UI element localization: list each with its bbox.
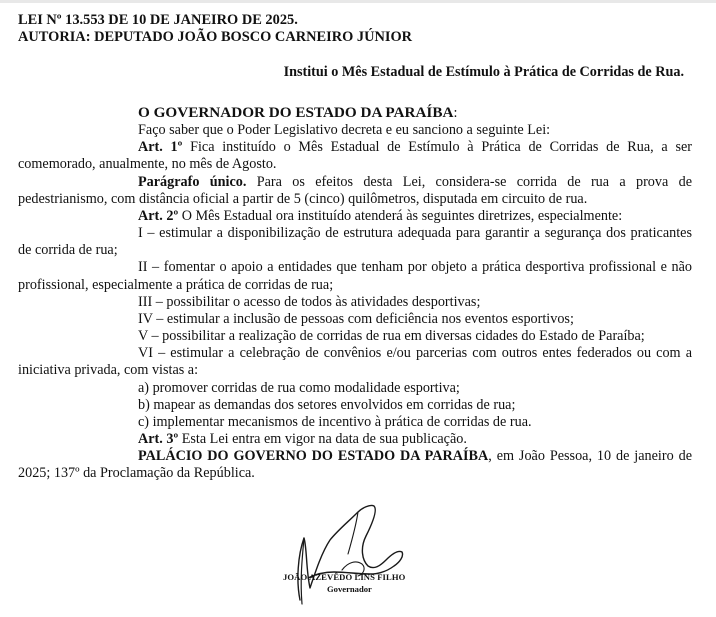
article-2-text: O Mês Estadual ora instituído atenderá às seguintes diretrizes, especialmente: — [178, 207, 623, 224]
governor-colon: : — [453, 105, 458, 121]
directive-item-i: I – estimular a disponibilização de estrutura adequada para garantir a segurança dos praticantes de corrida de rua; — [18, 225, 692, 259]
article-3-text: Esta Lei entra em vigor na data de sua publicação. — [178, 430, 467, 447]
closing-paragraph — [18, 448, 692, 482]
enactment-paragraph: Faço saber que o Poder Legislativo decreta e eu sanciono a seguinte Lei: — [138, 122, 551, 139]
governor-heading-paragraph — [18, 104, 692, 122]
sole-paragraph-label: Parágrafo único. — [138, 173, 247, 190]
signatory-role: Governador — [327, 584, 372, 594]
article-3 — [18, 431, 692, 448]
article-3-label: Art. 3º — [138, 430, 179, 447]
sole-paragraph-text: Para os efeitos desta Lei, considera-se corrida de rua a prova de pedestrianismo, com distância oficial a partir de 5 (cinco) quilômetros, disputada em circuito de rua. — [18, 173, 692, 207]
governor-heading: O GOVERNADOR DO ESTADO DA PARAÍBA — [138, 104, 454, 121]
directive-item-vi: VI – estimular a celebração de convênios e/ou parcerias com outros entes federados ou com a iniciativa privada, com vistas a: — [18, 345, 692, 379]
palace-name: PALÁCIO DO GOVERNO DO ESTADO DA PARAÍBA — [138, 448, 489, 465]
article-2 — [18, 208, 692, 225]
article-1-text: Fica instituído o Mês Estadual de Estímulo à Prática de Corridas de Rua, a ser comemorado, anualmente, no mês de Agosto. — [18, 139, 693, 173]
directive-item-ii: II – fomentar o apoio a entidades que tenham por objeto a prática desportiva profissional e não profissional, especialmente a prática de corridas de rua; — [18, 259, 692, 293]
law-number-line: LEI Nº 13.553 DE 10 DE JANEIRO DE 2025. — [18, 12, 298, 28]
article-2-label: Art. 2º — [138, 207, 179, 224]
directive-item-v: V – possibilitar a realização de corridas de rua em diversas cidades do Estado de Paraíba; — [138, 328, 645, 345]
law-ementa: Institui o Mês Estadual de Estímulo à Prática de Corridas de Rua. — [283, 64, 684, 80]
directive-item-iv: IV – estimular a inclusão de pessoas com deficiência nos eventos esportivos; — [138, 310, 574, 327]
authorship-line: AUTORIA: DEPUTADO JOÃO BOSCO CARNEIRO JÚNIOR — [18, 29, 413, 45]
article-1-label: Art. 1º — [138, 139, 183, 156]
sole-paragraph — [18, 174, 692, 208]
top-border — [0, 0, 716, 3]
law-header — [18, 12, 412, 46]
directive-item-iii: III – possibilitar o acesso de todos às atividades desportivas; — [138, 293, 481, 310]
article-1 — [18, 139, 692, 173]
signatory-name: JOÃO AZEVÊDO LINS FILHO — [283, 572, 406, 582]
subitem-b: b) mapear as demandas dos setores envolvidos em corridas de rua; — [138, 396, 516, 413]
closing-text: , em João Pessoa, 10 de janeiro de 2025; 137º da Proclamação da República. — [18, 448, 692, 482]
subitem-c: c) implementar mecanismos de incentivo à prática de corridas de rua. — [138, 413, 532, 430]
law-body — [18, 104, 692, 482]
subitem-a: a) promover corridas de rua como modalidade esportiva; — [138, 379, 460, 396]
